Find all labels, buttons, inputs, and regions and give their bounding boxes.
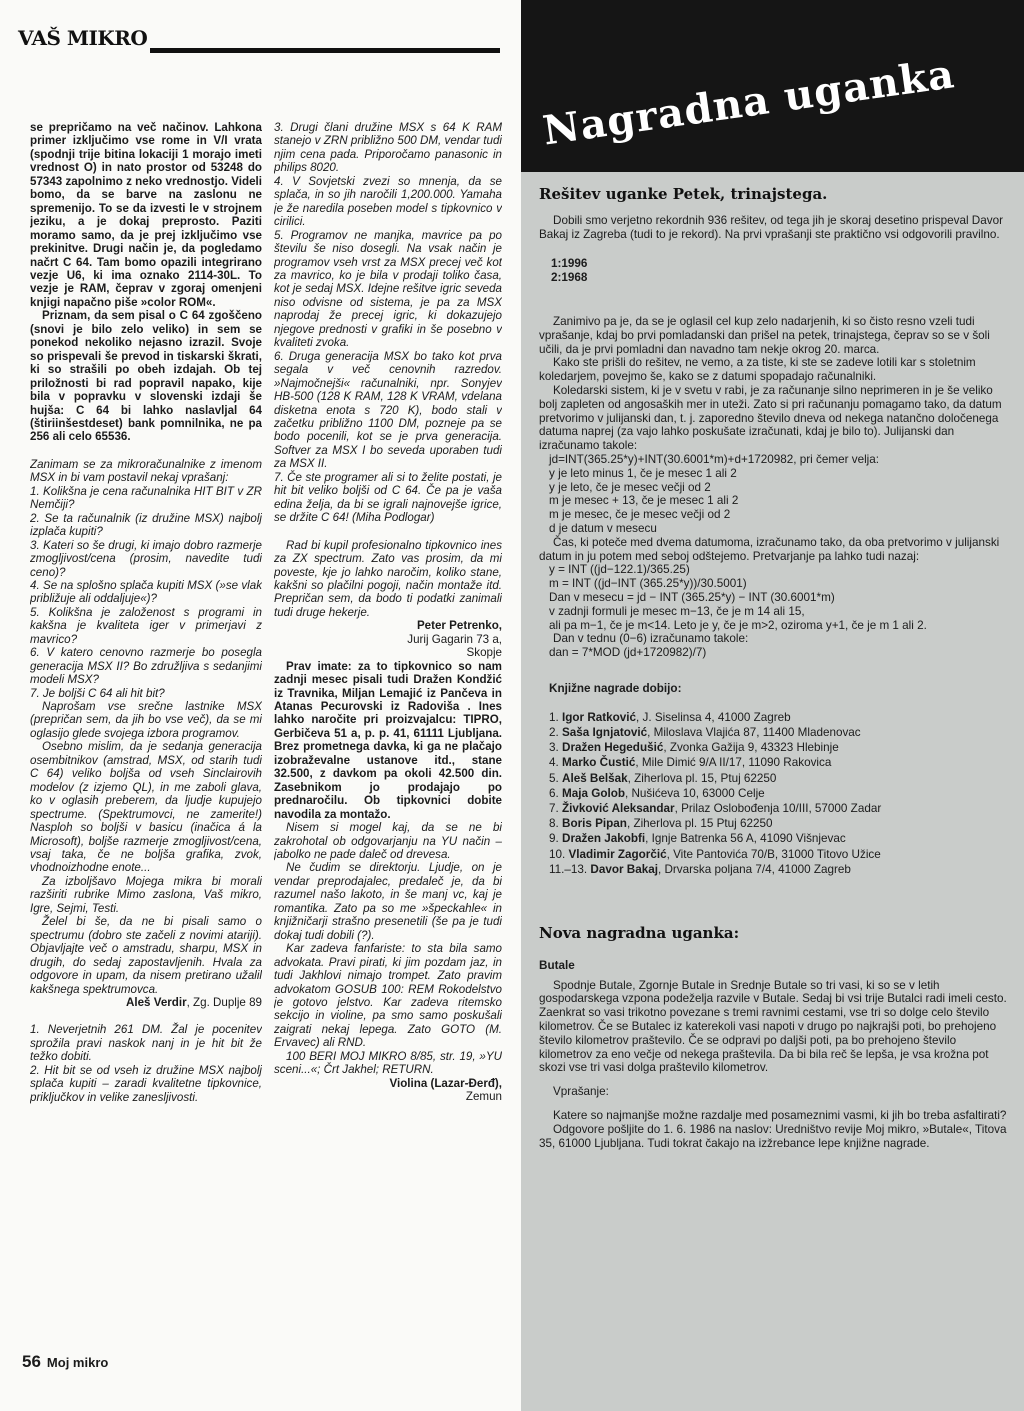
- winner-number: 9.: [549, 832, 559, 846]
- paragraph: 5. Programov ne manjka, mavrice pa po številu še niso dosegli. Na vsak način je programov vseh vrst za MSX precej več kot za mavrico, ko je bila v prodaji toliko časa, kot je sedaj MSX. Idejne rešitve igric seveda niso odvisne od sistema, je pa za MSX naprodaj že precej igric, ki dokazujejo njegove prednosti v grafiki in še posebno v kvaliteti zvoka.: [274, 228, 502, 350]
- column-1: [30, 121, 262, 1321]
- winner-number: 8.: [549, 817, 559, 831]
- magazine-name: Moj mikro: [46, 1355, 109, 1370]
- formula-line: v zadnji formuli je mesec m−13, če je m 14 ali 15,: [549, 604, 805, 618]
- paragraph: Osebno mislim, da je sedanja generacija osembitnikov (amstrad, MSX, od starih tudi C 64) veliko boljša od vseh Sinclairovih modelov (z izjemo QL), in me zaboli glava, ko v oglasih preberem, da ljudje kupujejo spectrume. (Spektrumovci, ne zamerite!) Nasploh so boljši v basicu (inačica á la Microsoft), boljše razmerje zmogljivost/cena, vsaj taka, če ne boljša grafika, zvok, vhodnoizhodne enote...: [30, 740, 262, 875]
- winner-name: Dražen Hegedušić: [562, 741, 664, 755]
- formula-line: y je leto minus 1, če je mesec 1 ali 2: [549, 466, 737, 480]
- paragraph: Za izboljšavo Mojega mikra bi morali razširiti rubrike Mimo zaslona, Vaš mikro, Igre, Sejmi, Testi.: [30, 874, 262, 915]
- paragraph: 100 BERI MOJ MIKRO 8/85, str. 19, »YU sceni...«; Črt Jakhel; RETURN.: [274, 1049, 502, 1077]
- winner-name: Davor Bakaj: [590, 862, 658, 876]
- paragraph: Spodnje Butale, Zgornje Butale in Srednje Butale so tri vasi, ki so se v letih gospodarskega vzpona podeželja razvile v Butale. Sedaj bi vsi trije Butalci radi imeli cesto. Zaenkrat so vasi trikotno povezane s tremi ravnimi cestami, vse tri so dolge celo število kilometrov. Če se Butalec iz katerekoli vasi napoti v drugo po najkrajši poti, bo prehojeno število kilometrov praštevilo. Če se odpravi po daljši poti, pa bo prehojeno število kilometrov za eno večje od nekega praštevila. Da bi bila reč še lepša, je vsa krožna pot skozi vse tri vasi dolga praštevilo kilometrov.: [539, 978, 1007, 1075]
- winner-number: 10.: [549, 847, 566, 861]
- winner-number: 2.: [549, 725, 559, 739]
- winner-name: Boris Pipan: [562, 817, 627, 831]
- formula-line: y = INT ((jd−122.1)/365.25): [549, 563, 690, 577]
- page-number: 56: [22, 1352, 41, 1371]
- winner-address: , J. Siselinsa 4, 41000 Zagreb: [636, 710, 791, 724]
- signature-address: Jurij Gagarin 73 a,: [407, 632, 502, 646]
- signature-name: Violina (Lazar-Đerđ),: [389, 1076, 502, 1090]
- formula-line: m = INT ((jd−INT (365.25*y))/30.5001): [549, 577, 747, 591]
- paragraph: 1. Kolikšna je cena računalnika HIT BIT v ZR Nemčiji?: [30, 484, 262, 512]
- winner-name: Saša Ignjatović: [562, 725, 648, 739]
- paragraph: 4. V Sovjetski zvezi so mnenja, da se splača, in so jih naročili 1,200.000. Yamaha je že naredila poseben model s tipkovnico v cirilici.: [274, 174, 502, 229]
- paragraph: 3. Drugi člani družine MSX s 64 K RAM stanejo v ZRN približno 500 DM, vendar tudi njim cena pada. Priporočamo panasonic in philips 8020.: [274, 121, 502, 175]
- winner-address: , Ignje Batrenka 56 A, 41090 Višnjevac: [645, 832, 846, 846]
- winner-number: 3.: [549, 741, 559, 755]
- paragraph: Želel bi še, da ne bi pisali samo o spectrumu (dobro ste začeli z novimi atariji). Objavljajte več o amstradu, sharpu, MSX in drugih, do sedaj zapostavljenih. Hvala za odgovore in upam, da nisem pretirano užalil kakšnega spektrumovca.: [30, 915, 262, 996]
- paragraph: Nisem si mogel kaj, da se ne bi zakrohotal ob odgovarjanju na YU način – jabolko ne pade daleč od drevesa.: [274, 821, 502, 862]
- paragraph: 1. Neverjetnih 261 DM. Žal je pocenitev sprožila pravi naskok nanj in je hit bit že težko dobiti.: [30, 1023, 262, 1064]
- formula-line: m je mesec + 13, če je mesec 1 ali 2: [549, 494, 739, 508]
- section-header: [18, 26, 500, 56]
- formula-line: jd=INT(365.25*y)+INT(30.6001*m)+d+1720982, pri čemer velja:: [549, 452, 880, 466]
- winner-address: , Ziherlova pl. 15, Ptuj 62250: [627, 771, 777, 785]
- winner-number: 1.: [549, 710, 559, 724]
- list-item: [539, 847, 1009, 862]
- winner-address: , Zvonka Gažija 9, 43323 Hlebinje: [663, 741, 839, 755]
- winner-name: Živković Aleksandar: [562, 801, 675, 815]
- paragraph: 6. V katero cenovno razmerje bo posegla generacija MSX II? Bo združljiva s sedanjimi modeli MSX?: [30, 646, 262, 687]
- paragraph: Prav imate: za to tipkovnico so nam zadnji mesec pisali tudi Dražen Kondžić iz Travnika, Miljan Lemajić iz Pančeva in Atanas Pecurovski iz Radoviša . Ines lahko naročite pri proizvajalcu: TIPRO, Gerbičeva 51 a, p. p. 41, 61111 Ljubljana. Brez prometnega davka, ki ga ne plačajo izobraževalne ustanove itd., stane 32.500, z davkom pa okoli 42.500 din. Zasebnikom jo prodajajo po prednaročilu. Ob tipkovnici dobite navodila za montažo.: [274, 659, 502, 821]
- list-item: [539, 831, 1009, 846]
- solution-section: [539, 185, 1009, 1150]
- page-footer: [22, 1352, 108, 1372]
- signature: [30, 996, 262, 1009]
- paragraph: 5. Kolikšna je založenost s programi in kakšna je kvaliteta iger v primerjavi z mavrico?: [30, 605, 262, 646]
- signature-city: Skopje: [466, 646, 502, 660]
- winner-address: , Drvarska poljana 7/4, 41000 Zagreb: [657, 862, 851, 876]
- paragraph: Kar zadeva fanfariste: to sta bila samo advokata. Pravi pirati, ki jim pozdam jaz, in tudi Jakhlovi nimajo trompet. Zato pravim advokatom GOSUB 100: REM Rokodelstvo je gotovo jelstvo. Kar zadeva ritemsko sekcijo in violine, pa smo samo poskušali zaigrati nekaj lepega. Zato GOTO (M. Ervavec) ali RND.: [274, 942, 502, 1050]
- paragraph: Dan v tednu (0−6) izračunamo takole:: [553, 632, 749, 646]
- signature-name: Peter Petrenko,: [416, 619, 502, 633]
- list-item: [539, 862, 1009, 877]
- winner-number: 11.–13.: [549, 862, 588, 876]
- paragraph: 2. Se ta računalnik (iz družine MSX) najbolj izplača kupiti?: [30, 511, 262, 539]
- winner-number: 5.: [549, 771, 559, 785]
- list-item: [539, 710, 1009, 725]
- list-item: [539, 740, 1009, 755]
- winner-address: , Miloslava Vlajića 87, 11400 Mladenovac: [647, 725, 861, 739]
- formula-line: Dan v mesecu = jd − INT (365.25*y) − INT (30.6001*m): [549, 590, 835, 604]
- list-item: [539, 725, 1009, 740]
- paragraph: Čas, ki poteče med dvema datumoma, izračunamo tako, da oba pretvorimo v julijanski datum in ju potem med seboj odštejemo. Pretvarjanje pa lahko tudi nazaj:: [539, 535, 1000, 563]
- paragraph: 3. Kateri so še drugi, ki imajo dobro razmerje zmogljivost/cena (prosim, navedite tudi ceno)?: [30, 538, 262, 579]
- list-item: [539, 771, 1009, 786]
- winner-name: Vladimir Zagorčić: [568, 847, 667, 861]
- winner-address: , Mile Dimić 9/A II/17, 11090 Rakovica: [635, 756, 832, 770]
- signature: [274, 619, 502, 632]
- section-title: VAŠ MIKRO: [18, 26, 148, 50]
- paragraph: Kako ste prišli do rešitev, ne vemo, a za tiste, ki ste se zadeve lotili kar s stoletnim koledarjem, povejmo še, kako se z datumi spopadajo računalniki.: [539, 356, 976, 384]
- winner-address: , Ziherlova pl. 15 Ptuj 62250: [626, 817, 773, 831]
- winner-address: , Nušićeva 10, 63000 Celje: [625, 786, 765, 800]
- paragraph: 6. Druga generacija MSX bo tako kot prva segala v več cenovnih razredov. »Najmočnejši« računalniki, npr. Sonyjev HB-500 (128 K RAM, 128 K VRAM, vdelana disketna enota s 720 K), bodo stali v začetku približno 1100 DM, pozneje pa se bodo pocenili, kot se je prva generacija. Softver za MSX I bo seveda uporaben tudi za MSX II.: [274, 349, 502, 471]
- formula-line: d je datum v mesecu: [549, 521, 657, 535]
- winner-name: Igor Ratković: [562, 710, 637, 724]
- signature-place: , Zg. Duplje 89: [186, 996, 262, 1009]
- paragraph: se prepričamo na več načinov. Lahkona primer izključimo vse rome in V/I vrata (spodnji trije bitina lokaciji 1 morajo imeti vrednost O) in nato prostor od 53248 do 57343 zapolnimo z neko vrednostjo. Videli bomo, da se barve na zaslonu ne spremenijo. To se da izvesti le v strojnem jeziku, a je dokaj preprosto. Paziti moramo samo, da je prej izključimo vse prekinitve. Drugi način je, da pogledamo načrt C 64. Tam bomo opazili integrirano vezje U6, ki ima oznako 2114-30L. To vezje je RAM, čeprav v zgoraj omenjeni knjigi napačno piše »color ROM«.: [30, 121, 262, 309]
- answer-2: 2:1968: [551, 271, 588, 285]
- paragraph: 7. Je boljši C 64 ali hit bit?: [30, 686, 165, 700]
- solution-title: Rešitev uganke Petek, trinajstega.: [539, 185, 828, 203]
- paragraph: Zanimivo pa je, da se je oglasil cel kup zelo nadarjenih, ki so čisto resno vzeli tudi vprašanje, kdaj bo prvi pomladanski dan prišel na petek, trinajstega, čeprav so se v šoli učili, da je prvi pomladni dan navadno tam nekje okrog 20. marca.: [539, 314, 990, 356]
- paragraph: Priznam, da sem pisal o C 64 zgoščeno (snovi je bilo zelo veliko) in sem se ponekod nekoliko nejasno izrazil. Svoje so prispevali še prevod in tiskarski škrati, ki so strašili po obeh izdajah. Ob tej priložnosti bi rad popravil napako, kije bila v popravku v slovenski izdaji še hujša: C 64 bi lahko naslavljal 64 (štiriinšestdeset) bank pomnilnika, ne pa 256 ali celo 65536.: [30, 309, 262, 444]
- header-rule: [150, 48, 500, 53]
- winner-name: Aleš Belšak: [562, 771, 628, 785]
- new-puzzle-subtitle: Butale: [539, 958, 575, 972]
- paragraph: Zanimam se za mikroračunalnike z imenom MSX in bi vam postavil nekaj vprašanj:: [30, 457, 262, 485]
- paragraph: Odgovore pošljite do 1. 6. 1986 na naslov: Uredništvo revije Moj mikro, »Butale«, Titova 35, 61000 Ljubljana. Tudi tokrat čakajo na izžrebance lepe knjižne nagrade.: [539, 1122, 1007, 1150]
- prizes-title: Knjižne nagrade dobijo:: [549, 681, 682, 695]
- signature-name: Aleš Verdir: [126, 996, 187, 1009]
- list-item: [539, 816, 1009, 831]
- paragraph: Ne čudim se direktorju. Ljudje, on je vendar preprodajalec, predaleč je, da bi razumel našo lakoto, in še manj vc, kaj je romantika. Zato pa so me »špeckahle« in knjižničarji strašno presenetili (še pa je tudi dokaj tudi dobili (?).: [274, 861, 502, 942]
- winner-address: , Prilaz Oslobođenja 10/III, 57000 Zadar: [674, 801, 882, 815]
- question-title: Vprašanje:: [553, 1085, 609, 1099]
- formula-line: ali pa m−1, če je m<14. Leto je y, če je m>2, oziroma y+1, če je m 1 ali 2.: [549, 618, 927, 632]
- paragraph: 2. Hit bit se od vseh iz družine MSX najbolj splača kupiti – zaradi kvalitetne tipkovnice, priključkov in velike zanesljivosti.: [30, 1063, 262, 1104]
- column-2: [274, 121, 502, 1371]
- formula-line: m je mesec, če je mesec večji od 2: [549, 508, 731, 522]
- list-item: [539, 755, 1009, 770]
- paragraph: Rad bi kupil profesionalno tipkovnico ines za ZX spectrum. Zato vas prosim, da mi poveste, kje jo lahko naročim, koliko stane, kakšni so plačilni pogoji, način montaže itd. Prepričan sem, da bodo ti podatki zanimali tudi druge hekerje.: [274, 538, 502, 619]
- winner-name: Dražen Jakobfi: [562, 832, 646, 846]
- formula-line: y je leto, če je mesec večji od 2: [549, 480, 711, 494]
- list-item: [539, 786, 1009, 801]
- winner-number: 6.: [549, 786, 559, 800]
- paragraph: Koledarski sistem, ki je v svetu v rabi, je za računanje silno neprimeren in je še veliko bolj zapleten od angosaških mer in uteži. Zato si pri računanju pomagamo tako, da datum pretvorimo v julijanski dan, t. j. zaporedno število dneva od nekega natančno določenega datuma naprej (za vajo lahko poskušate izračunati, kdaj je bilo to). Julijanski dan izračunamo takole:: [539, 383, 1002, 453]
- winner-address: , Vite Pantovića 70/B, 31000 Titovo Užice: [666, 847, 881, 861]
- winner-number: 4.: [549, 756, 559, 770]
- formula-line: dan = 7*MOD (jd+1720982)/7): [549, 646, 707, 660]
- winner-name: Maja Golob: [562, 786, 625, 800]
- signature-city: Zemun: [465, 1090, 502, 1104]
- signature: [274, 1077, 502, 1090]
- paragraph: Katere so najmanjše možne razdalje med posameznimi vasmi, ki jih bo treba asfaltirati?: [553, 1108, 1007, 1122]
- panel-headline: Nagradna uganka: [540, 50, 958, 155]
- paragraph: 4. Se na splošno splača kupiti MSX (»se vlak približuje ali oddaljuje«)?: [30, 578, 262, 606]
- paragraph: Dobili smo verjetno rekordnih 936 rešitev, od tega jih je skoraj desetino prispeval Davor Bakaj iz Zagreba (tudi to je rekord). Na prvi vprašanji ste praktično vsi odgovorili pravilno.: [539, 213, 1003, 241]
- winner-number: 7.: [549, 801, 559, 815]
- winners-list: [539, 710, 1009, 877]
- list-item: [539, 801, 1009, 816]
- paragraph: Naprošam vse srečne lastnike MSX (prepričan sem, da jih bo vse več), da se mi oglasijo glede svojega izbora programov.: [30, 700, 262, 740]
- answer-1: 1:1996: [551, 257, 588, 271]
- new-puzzle-title: Nova nagradna uganka:: [539, 923, 740, 942]
- paragraph: 7. Če ste programer ali si to želite postati, je hit bit veliko boljši od C 64. Če pa je vaša edina želja, da bi se igrali najnovejše igrice, se držite C 64! (Miha Podlogar): [274, 470, 502, 525]
- winner-name: Marko Čustić: [562, 756, 636, 770]
